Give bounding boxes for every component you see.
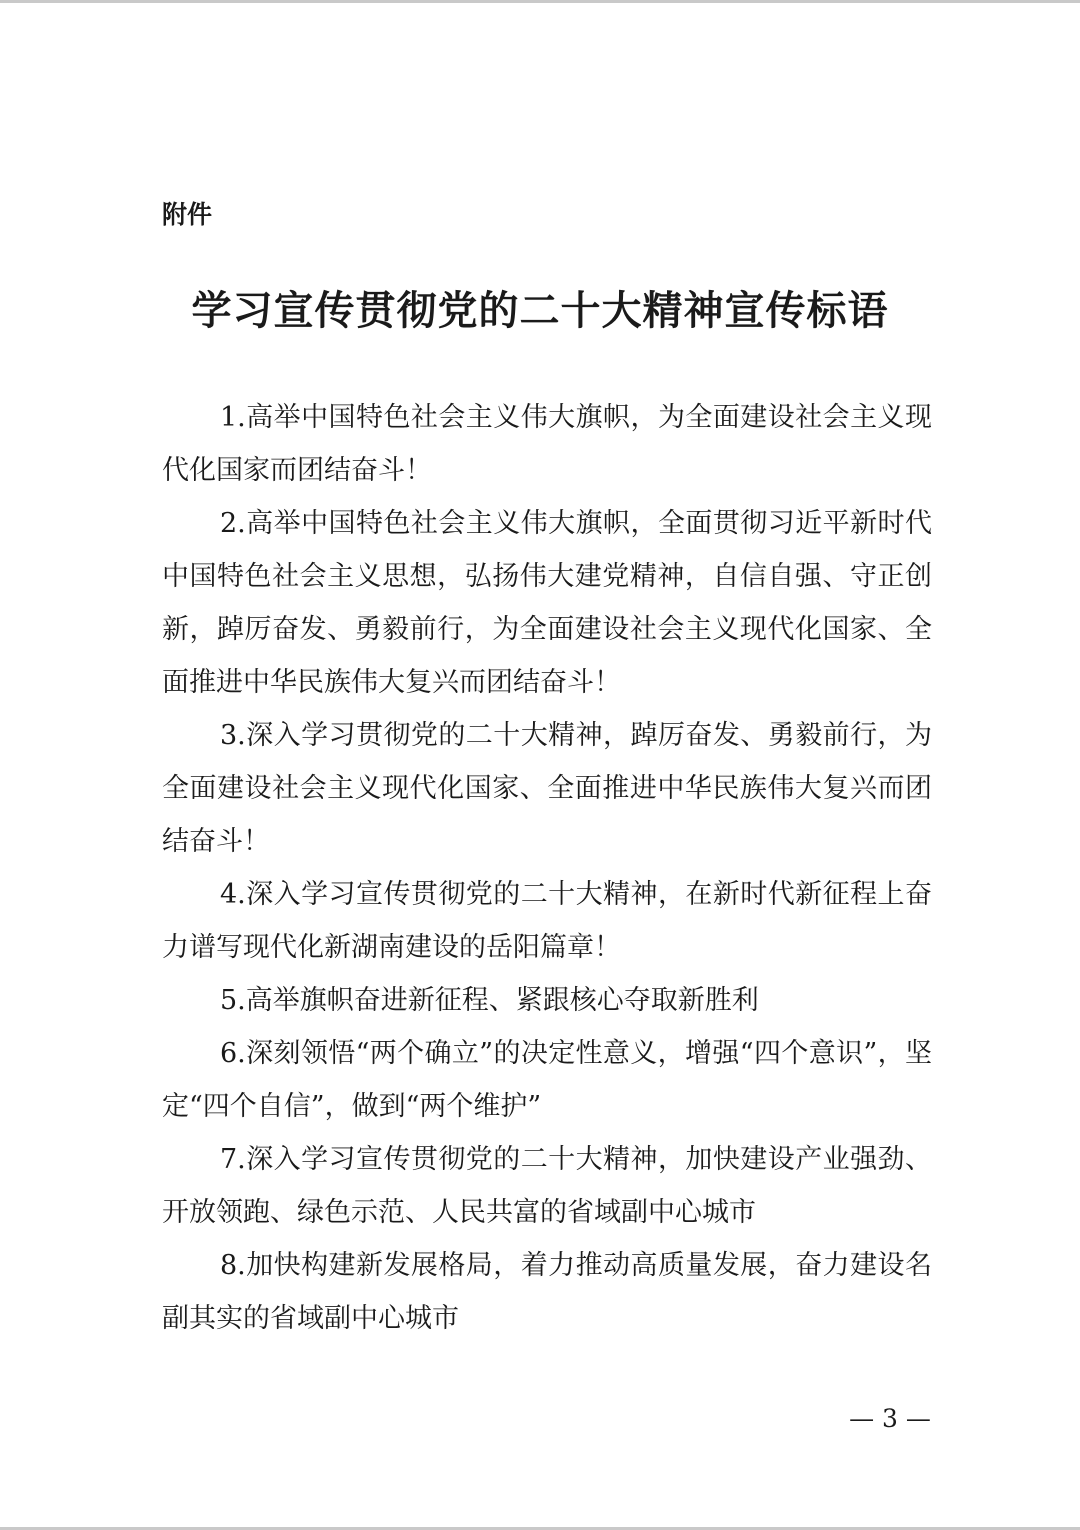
slogan-item: 8.加快构建新发展格局，着力推动高质量发展，奋力建设名副其实的省域副中心城市: [162, 1250, 932, 1334]
slogan-item: 4.深入学习宣传贯彻党的二十大精神，在新时代新征程上奋力谱写现代化新湖南建设的岳阳篇章！: [162, 879, 932, 963]
attachment-label: 附件: [162, 200, 213, 229]
slogan-item: 2.高举中国特色社会主义伟大旗帜，全面贯彻习近平新时代中国特色社会主义思想，弘扬伟大建党精神，自信自强、守正创新，踔厉奋发、勇毅前行，为全面建设社会主义现代化国家、全面推进中华民族伟大复兴而团结奋斗！: [162, 508, 932, 698]
slogan-item: 7.深入学习宣传贯彻党的二十大精神，加快建设产业强劲、开放领跑、绿色示范、人民共富的省域副中心城市: [162, 1144, 932, 1228]
slogan-item: 6.深刻领悟“两个确立”的决定性意义，增强“四个意识”，坚定“四个自信”，做到“两个维护”: [162, 1038, 932, 1122]
slogan-list: [162, 391, 932, 1345]
slogan-item: 3.深入学习贯彻党的二十大精神，踔厉奋发、勇毅前行，为全面建设社会主义现代化国家、全面推进中华民族伟大复兴而团结奋斗！: [162, 720, 932, 857]
page-number: — 3 —: [849, 1404, 931, 1433]
document-title: 学习宣传贯彻党的二十大精神宣传标语: [191, 287, 889, 334]
slogan-item: 1.高举中国特色社会主义伟大旗帜，为全面建设社会主义现代化国家而团结奋斗！: [162, 402, 932, 486]
slogan-item: 5.高举旗帜奋进新征程、紧跟核心夺取新胜利: [220, 985, 759, 1016]
